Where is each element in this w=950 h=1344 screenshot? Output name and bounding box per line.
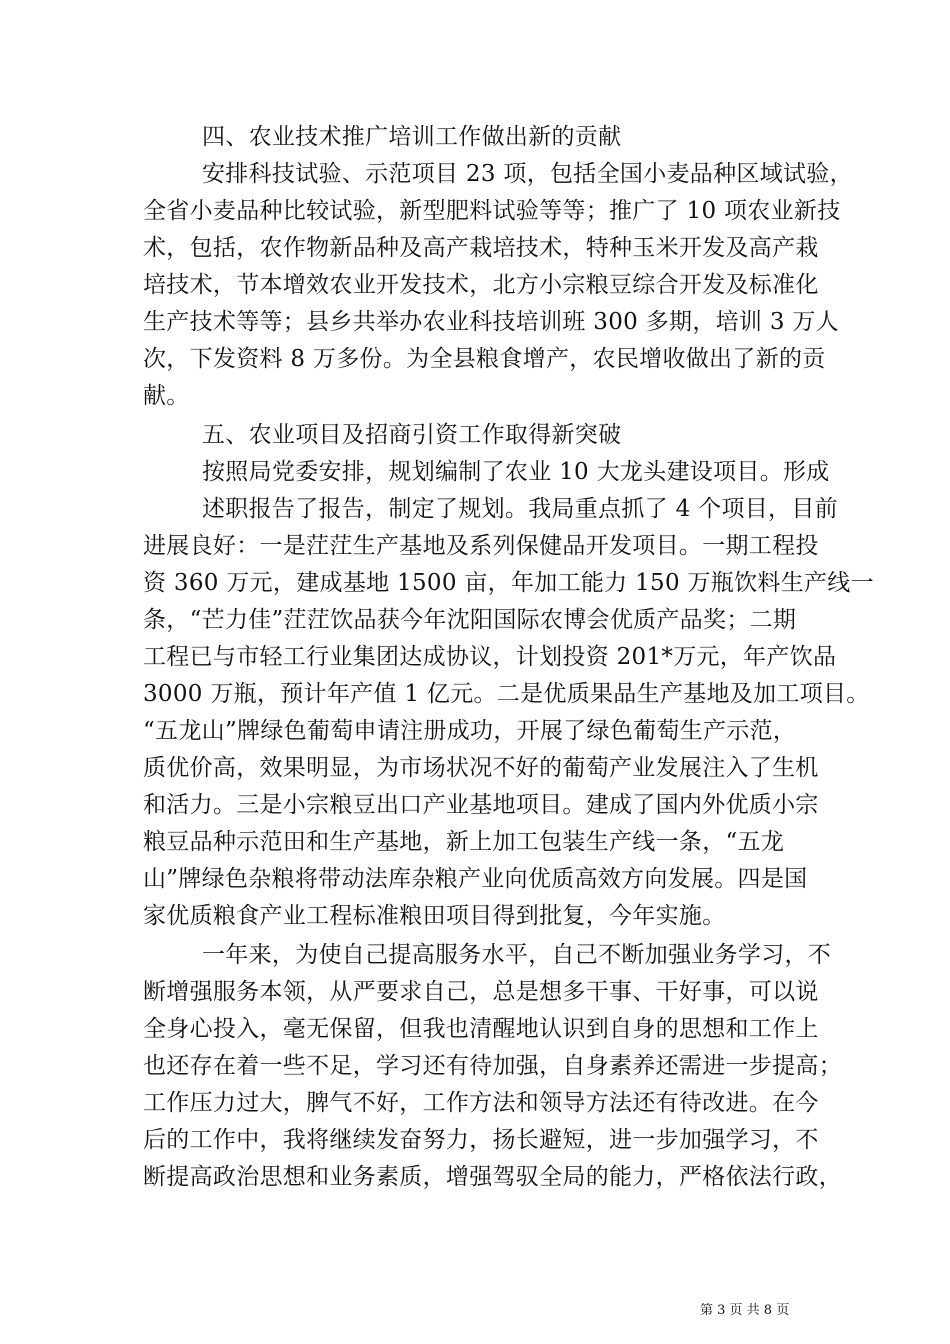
- paragraph-line: 资 360 万元，建成基地 1500 亩，年加工能力 150 万瓶饮料生产线一: [143, 570, 874, 596]
- paragraph-line: 按照局党委安排，规划编制了农业 10 大龙头建设项目。形成: [202, 459, 830, 485]
- paragraph-line: 次，下发资料 8 万多份。为全县粮食增产，农民增收做出了新的贡: [143, 346, 826, 372]
- paragraph-line: 工程已与市轻工行业集团达成协议，计划投资 201*万元，年产饮品: [143, 644, 837, 670]
- section-heading-5: 五、农业项目及招商引资工作取得新突破: [202, 422, 622, 448]
- page-number-footer: 第 3 页 共 8 页: [700, 1303, 790, 1318]
- paragraph-line: 粮豆品种示范田和生产基地，新上加工包装生产线一条，“五龙: [143, 829, 785, 855]
- paragraph-line: 断提高政治思想和业务素质，增强驾驭全局的能力，严格依法行政，: [143, 1164, 842, 1190]
- paragraph-line: 3000 万瓶，预计年产值 1 亿元。二是优质果品生产基地及加工项目。: [143, 681, 870, 707]
- paragraph-line: 安排科技试验、示范项目 23 项，包括全国小麦品种区域试验，: [202, 161, 853, 187]
- paragraph-line: 条，“芒力佳”茳茳饮品获今年沈阳国际农博会优质产品奖；二期: [143, 607, 797, 633]
- paragraph-line: 质优价高，效果明显，为市场状况不好的葡萄产业发展注入了生机: [143, 755, 819, 781]
- paragraph-line: 术，包括，农作物新品种及高产栽培技术，特种玉米开发及高产栽: [143, 235, 819, 261]
- paragraph-line: 工作压力过大，脾气不好，工作方法和领导方法还有待改进。在今: [143, 1090, 819, 1116]
- paragraph-line: 全身心投入，毫无保留，但我也清醒地认识到自身的思想和工作上: [143, 1016, 819, 1042]
- paragraph-line: 和活力。三是小宗粮豆出口产业基地项目。建成了国内外优质小宗: [143, 792, 819, 818]
- paragraph-line: 家优质粮食产业工程标准粮田项目得到批复，今年实施。: [143, 903, 726, 929]
- paragraph-line: “五龙山”牌绿色葡萄申请注册成功，开展了绿色葡萄生产示范，: [143, 718, 797, 744]
- section-heading-4: 四、农业技术推广培训工作做出新的贡献: [202, 124, 622, 150]
- paragraph-line: 也还存在着一些不足，学习还有待加强，自身素养还需进一步提高；: [143, 1053, 842, 1079]
- paragraph-line: 生产技术等等；县乡共举办农业科技培训班 300 多期，培训 3 万人: [143, 309, 839, 335]
- paragraph-line: 后的工作中，我将继续发奋努力，扬长避短，进一步加强学习，不: [143, 1127, 819, 1153]
- paragraph-line: 述职报告了报告，制定了规划。我局重点抓了 4 个项目，目前: [202, 496, 838, 522]
- paragraph-line: 全省小麦品种比较试验，新型肥料试验等等；推广了 10 项农业新技: [143, 198, 841, 224]
- paragraph-line: 进展良好：一是茳茳生产基地及系列保健品开发项目。一期工程投: [143, 533, 819, 559]
- paragraph-line: 培技术，节本增效农业开发技术，北方小宗粮豆综合开发及标准化: [143, 272, 819, 298]
- paragraph-line: 山”牌绿色杂粮将带动法库杂粮产业向优质高效方向发展。四是国: [143, 866, 808, 892]
- paragraph-line: 断增强服务本领，从严要求自己，总是想多干事、干好事，可以说: [143, 979, 819, 1005]
- paragraph-line: 一年来，为使自己提高服务水平，自己不断加强业务学习，不: [202, 942, 832, 968]
- paragraph-line: 献。: [143, 383, 190, 409]
